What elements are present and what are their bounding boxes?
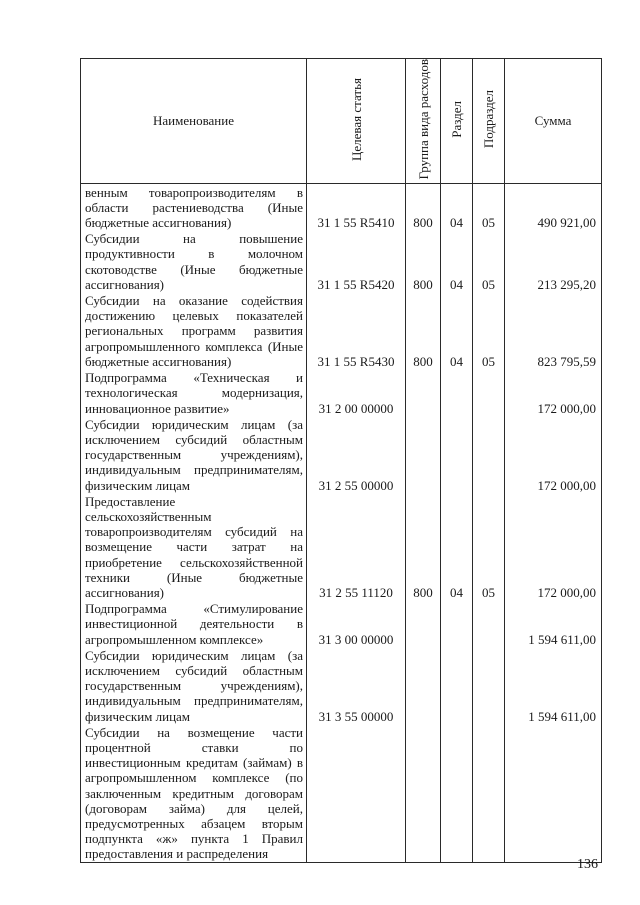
row-code [307,724,406,862]
row-name: Подпрограмма «Стимулирование инвестиционной деятельности в агропромышленном комплексе» [81,600,307,647]
row-code: 31 2 55 00000 [307,416,406,493]
table-row [81,292,602,369]
table-row [81,369,602,416]
row-code: 31 2 55 11120 [307,493,406,600]
header-subsection: Подраздел [473,59,505,184]
row-subsection [473,369,505,416]
row-section: 04 [441,292,473,369]
row-code: 31 3 55 00000 [307,647,406,724]
row-section [441,600,473,647]
row-name: венным товаропроизводителям в области растениеводства (Иные бюджетные ассигнования) [81,183,307,230]
header-name: Наименование [81,59,307,184]
table-row [81,600,602,647]
table-row [81,230,602,292]
row-subsection: 05 [473,292,505,369]
row-group [406,600,441,647]
page-number: 136 [577,857,598,872]
row-section [441,369,473,416]
row-subsection [473,416,505,493]
row-group: 800 [406,183,441,230]
row-amount [505,724,602,862]
row-name: Субсидии юридическим лицам (за исключением субсидий областным государственным учреждениям), индивидуальным предпринимателям, физическим лицам [81,416,307,493]
table-row [81,647,602,724]
row-subsection: 05 [473,230,505,292]
header-section: Раздел [441,59,473,184]
row-code: 31 1 55 R5430 [307,292,406,369]
row-group [406,416,441,493]
row-section: 04 [441,183,473,230]
row-amount: 213 295,20 [505,230,602,292]
row-amount: 172 000,00 [505,416,602,493]
row-code: 31 1 55 R5410 [307,183,406,230]
table-row [81,493,602,600]
row-name: Субсидии на возмещение части процентной ставки по инвестиционным кредитам (займам) в агропромышленном комплексе (по заключенным кредитным договорам (договорам займа) для целей, предусмотренных абзацем вторым подпункта «ж» пункта 1 Правил предоставления и распределения [81,724,307,862]
row-group [406,369,441,416]
budget-table [80,58,602,863]
row-group: 800 [406,292,441,369]
row-group [406,724,441,862]
row-name: Подпрограмма «Техническая и технологическая модернизация, инновационное развитие» [81,369,307,416]
table-row [81,724,602,862]
row-group: 800 [406,230,441,292]
row-name: Субсидии на оказание содействия достижению целевых показателей региональных программ развития агропромышленного комплекса (Иные бюджетные ассигнования) [81,292,307,369]
row-section [441,647,473,724]
row-amount: 1 594 611,00 [505,647,602,724]
header-row [81,59,602,184]
row-name: Предоставление сельскохозяйственным товаропроизводителям субсидий на возмещение части затрат на приобретение сельскохозяйственной техники (Иные бюджетные ассигнования) [81,493,307,600]
table-row [81,183,602,230]
row-amount: 823 795,59 [505,292,602,369]
row-section [441,416,473,493]
row-subsection: 05 [473,183,505,230]
row-subsection: 05 [473,493,505,600]
row-amount: 172 000,00 [505,369,602,416]
row-subsection [473,724,505,862]
table-row [81,416,602,493]
row-code: 31 3 00 00000 [307,600,406,647]
row-group [406,647,441,724]
row-amount: 490 921,00 [505,183,602,230]
row-amount: 1 594 611,00 [505,600,602,647]
row-section: 04 [441,230,473,292]
row-section [441,724,473,862]
row-amount: 172 000,00 [505,493,602,600]
row-code: 31 1 55 R5420 [307,230,406,292]
header-amount: Сумма [505,59,602,184]
row-subsection [473,600,505,647]
row-group: 800 [406,493,441,600]
header-expense-group: Группа вида расходов [406,59,441,184]
row-subsection [473,647,505,724]
row-code: 31 2 00 00000 [307,369,406,416]
header-target-article: Целевая статья [307,59,406,184]
row-name: Субсидии на повышение продуктивности в молочном скотоводстве (Иные бюджетные ассигнования) [81,230,307,292]
row-name: Субсидии юридическим лицам (за исключением субсидий областным государственным учреждениям), индивидуальным предпринимателям, физическим лицам [81,647,307,724]
row-section: 04 [441,493,473,600]
